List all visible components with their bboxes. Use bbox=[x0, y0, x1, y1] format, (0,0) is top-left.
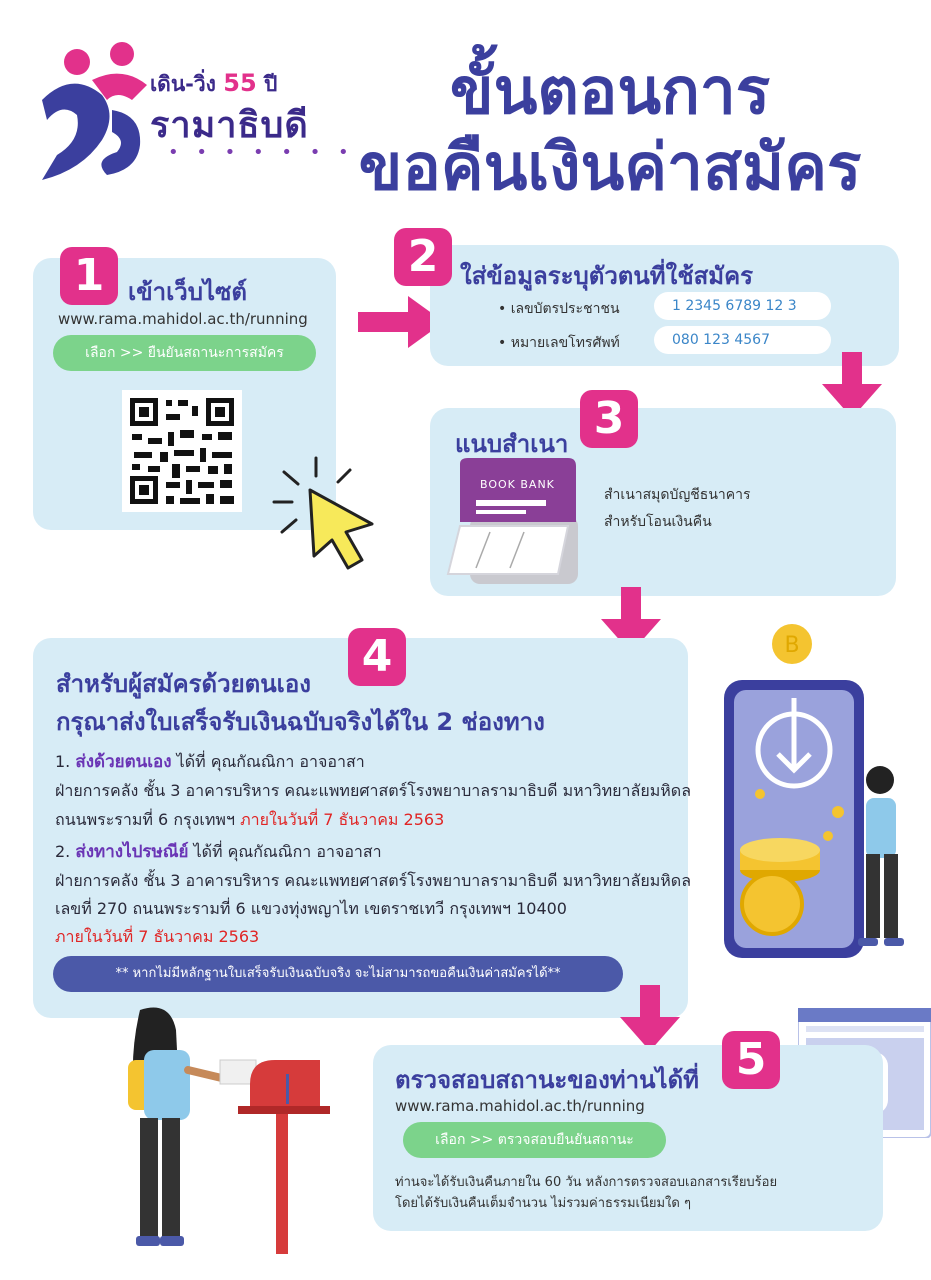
item2-deadline: ภายในวันที่ 7 ธันวาคม 2563 bbox=[55, 927, 260, 946]
step5-note-line2: โดยได้รับเงินคืนเต็มจำนวน ไม่รวมค่าธรรมเนียมใด ๆ bbox=[395, 1195, 691, 1211]
item1-method: ส่งด้วยตนเอง bbox=[75, 752, 172, 772]
step4-title-line1: สำหรับผู้สมัครด้วยตนเอง bbox=[56, 670, 311, 698]
cursor-click-icon bbox=[268, 452, 380, 572]
logo-sub-suffix: ปี bbox=[263, 72, 278, 96]
woman-mailbox-illustration-icon bbox=[110, 1000, 335, 1260]
book-bank-label: BOOK BANK bbox=[480, 478, 555, 491]
step4-item2-address: ฝ่ายการคลัง ชั้น 3 อาคารบริหาร คณะแพทยศาสตร์โรงพยาบาลรามาธิบดี มหาวิทยาลัยมหิดล bbox=[55, 871, 691, 890]
warning-banner: ** หากไม่มีหลักฐานใบเสร็จรับเงินฉบับจริง จะไม่สามารถขอคืนเงินค่าสมัครได้** bbox=[53, 956, 623, 992]
phone-number-field[interactable]: 080 123 4567 bbox=[654, 326, 831, 354]
step4-item1-heading: 1. ส่งด้วยตนเอง ได้ที่ คุณกัณณิกา อาจอาสา bbox=[55, 752, 365, 772]
step3-title: แนบสำเนา bbox=[455, 430, 569, 458]
step4-item2-street: เลขที่ 270 ถนนพระรามที่ 6 แขวงทุ่งพญาไท เขตราชเทวี กรุงเทพฯ 10400 bbox=[55, 899, 567, 918]
step4-title-line2: กรุณาส่งใบเสร็จรับเงินฉบับจริงได้ใน 2 ช่องทาง bbox=[56, 708, 545, 736]
step4-item1-address: ฝ่ายการคลัง ชั้น 3 อาคารบริหาร คณะแพทยศาสตร์โรงพยาบาลรามาธิบดี มหาวิทยาลัยมหิดล bbox=[55, 781, 691, 800]
svg-text:B: B bbox=[784, 633, 800, 658]
item2-method: ส่งทางไปรษณีย์ bbox=[75, 842, 189, 862]
step1-title: เข้าเว็บไซต์ bbox=[128, 278, 247, 306]
phone-refund-illustration-icon bbox=[720, 622, 920, 967]
arrow-down-icon bbox=[620, 985, 680, 1051]
step2-title: ใส่ข้อมูลระบุตัวตนที่ใช้สมัคร bbox=[460, 262, 754, 290]
title-line-2: ขอคืนเงินค่าสมัคร bbox=[358, 130, 862, 205]
logo-sub-text: เดิน-วิ่ง bbox=[150, 72, 216, 96]
item1-deadline: ภายในวันที่ 7 ธันวาคม 2563 bbox=[240, 810, 445, 829]
step5-check-status-button[interactable]: เลือก >> ตรวจสอบยืนยันสถานะ bbox=[403, 1122, 666, 1158]
logo-sub-number: 55 bbox=[223, 69, 257, 97]
runners-logo-icon bbox=[22, 40, 162, 190]
step3-number-badge: 3 bbox=[580, 390, 638, 448]
step1-select-button[interactable]: เลือก >> ยืนยันสถานะการสมัคร bbox=[53, 335, 316, 371]
step2-field-label-id: • เลขบัตรประชาชน bbox=[498, 301, 620, 317]
logo-dots: • • • • • • • bbox=[168, 142, 355, 163]
step3-desc-line1: สำเนาสมุดบัญชีธนาคาร bbox=[604, 487, 751, 503]
step3-desc-line2: สำหรับโอนเงินคืน bbox=[604, 513, 712, 530]
step3-description bbox=[604, 482, 751, 535]
step2-number-badge: 2 bbox=[394, 228, 452, 286]
step4-item1-street: ถนนพระรามที่ 6 กรุงเทพฯ ภายในวันที่ 7 ธันวาคม 2563 bbox=[55, 810, 445, 829]
book-bank-icon bbox=[440, 456, 580, 586]
step1-number-badge: 1 bbox=[60, 247, 118, 305]
step5-note-line1: ท่านจะได้รับเงินคืนภายใน 60 วัน หลังการตรวจสอบเอกสารเรียบร้อย bbox=[395, 1175, 778, 1190]
step4-number-badge: 4 bbox=[348, 628, 406, 686]
step4-item2-heading: 2. ส่งทางไปรษณีย์ ได้ที่ คุณกัณณิกา อาจอาสา bbox=[55, 842, 382, 862]
page-title bbox=[330, 55, 890, 206]
qr-code-icon[interactable] bbox=[122, 390, 242, 512]
step5-note bbox=[395, 1173, 777, 1215]
title-line-1: ขั้นตอนการ bbox=[449, 55, 771, 129]
logo-main-text: รามาธิบดี bbox=[150, 105, 309, 146]
step1-url[interactable]: www.rama.mahidol.ac.th/running bbox=[58, 310, 308, 328]
step5-title: ตรวจสอบสถานะของท่านได้ที่ bbox=[395, 1066, 699, 1094]
step5-number-badge: 5 bbox=[722, 1031, 780, 1089]
national-id-field[interactable]: 1 2345 6789 12 3 bbox=[654, 292, 831, 320]
step2-field-label-phone: • หมายเลขโทรศัพท์ bbox=[498, 335, 620, 351]
step5-url[interactable]: www.rama.mahidol.ac.th/running bbox=[395, 1097, 645, 1115]
